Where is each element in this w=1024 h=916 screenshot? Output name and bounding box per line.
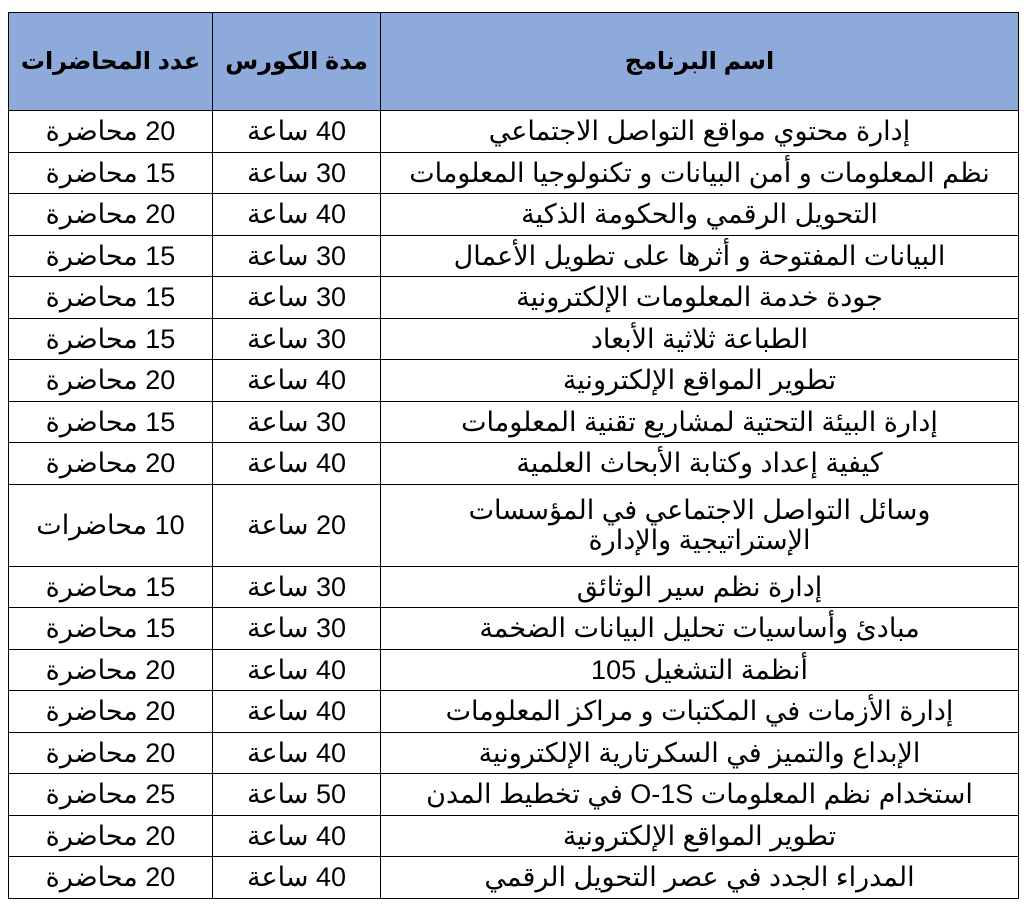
duration-cell: 40 ساعة [213, 691, 381, 733]
program-name-cell: الطباعة ثلاثية الأبعاد [381, 318, 1019, 360]
table-row [9, 815, 1019, 857]
program-name-cell: أنظمة التشغيل 105 [381, 649, 1019, 691]
duration-cell: 40 ساعة [213, 443, 381, 485]
table-row [9, 857, 1019, 899]
lectures-cell: 20 محاضرة [9, 360, 213, 402]
program-name-cell: البيانات المفتوحة و أثرها على تطويل الأعمال [381, 235, 1019, 277]
program-name-cell: استخدام نظم المعلومات O-1S في تخطيط المدن [381, 774, 1019, 816]
table-row [9, 111, 1019, 153]
duration-cell: 30 ساعة [213, 566, 381, 608]
lectures-cell: 10 محاضرات [9, 484, 213, 566]
lectures-cell: 15 محاضرة [9, 401, 213, 443]
header-course-duration: مدة الكورس [213, 13, 381, 111]
table-row [9, 484, 1019, 566]
duration-cell: 40 ساعة [213, 194, 381, 236]
duration-cell: 30 ساعة [213, 608, 381, 650]
program-name-cell: الإبداع والتميز في السكرتارية الإلكترونية [381, 732, 1019, 774]
lectures-cell: 20 محاضرة [9, 732, 213, 774]
lectures-cell: 25 محاضرة [9, 774, 213, 816]
duration-cell: 40 ساعة [213, 732, 381, 774]
table-row [9, 649, 1019, 691]
program-name-cell: إدارة نظم سير الوثائق [381, 566, 1019, 608]
table-row [9, 401, 1019, 443]
duration-cell: 20 ساعة [213, 484, 381, 566]
lectures-cell: 20 محاضرة [9, 443, 213, 485]
lectures-cell: 20 محاضرة [9, 857, 213, 899]
header-program-name: اسم البرنامج [381, 13, 1019, 111]
program-name-cell: إدارة محتوي مواقع التواصل الاجتماعي [381, 111, 1019, 153]
table-row [9, 691, 1019, 733]
program-name-cell: مبادئ وأساسيات تحليل البيانات الضخمة [381, 608, 1019, 650]
duration-cell: 50 ساعة [213, 774, 381, 816]
duration-cell: 40 ساعة [213, 857, 381, 899]
duration-cell: 40 ساعة [213, 649, 381, 691]
program-name-cell: المدراء الجدد في عصر التحويل الرقمي [381, 857, 1019, 899]
program-name-cell: وسائل التواصل الاجتماعي في المؤسسات الإستراتيجية والإدارة [381, 484, 1019, 566]
table-row [9, 608, 1019, 650]
courses-table-container [8, 12, 1018, 899]
table-row [9, 277, 1019, 319]
table-header-row [9, 13, 1019, 111]
lectures-cell: 15 محاضرة [9, 235, 213, 277]
lectures-cell: 15 محاضرة [9, 277, 213, 319]
program-name-cell: إدارة البيئة التحتية لمشاريع تقنية المعلومات [381, 401, 1019, 443]
table-row [9, 732, 1019, 774]
program-name-cell: تطوير المواقع الإلكترونية [381, 360, 1019, 402]
lectures-cell: 20 محاضرة [9, 815, 213, 857]
table-row [9, 360, 1019, 402]
program-name-cell: تطوير المواقع الإلكترونية [381, 815, 1019, 857]
duration-cell: 30 ساعة [213, 152, 381, 194]
lectures-cell: 15 محاضرة [9, 152, 213, 194]
table-row [9, 235, 1019, 277]
lectures-cell: 15 محاضرة [9, 318, 213, 360]
table-row [9, 152, 1019, 194]
lectures-cell: 20 محاضرة [9, 194, 213, 236]
lectures-cell: 15 محاضرة [9, 566, 213, 608]
duration-cell: 40 ساعة [213, 111, 381, 153]
lectures-cell: 20 محاضرة [9, 111, 213, 153]
duration-cell: 30 ساعة [213, 318, 381, 360]
program-name-cell: نظم المعلومات و أمن البيانات و تكنولوجيا المعلومات [381, 152, 1019, 194]
lectures-cell: 20 محاضرة [9, 649, 213, 691]
duration-cell: 30 ساعة [213, 235, 381, 277]
program-name-cell: كيفية إعداد وكتابة الأبحاث العلمية [381, 443, 1019, 485]
duration-cell: 40 ساعة [213, 815, 381, 857]
duration-cell: 30 ساعة [213, 277, 381, 319]
duration-cell: 30 ساعة [213, 401, 381, 443]
table-row [9, 566, 1019, 608]
table-row [9, 443, 1019, 485]
program-name-cell: إدارة الأزمات في المكتبات و مراكز المعلومات [381, 691, 1019, 733]
table-row [9, 194, 1019, 236]
program-name-cell: التحويل الرقمي والحكومة الذكية [381, 194, 1019, 236]
lectures-cell: 20 محاضرة [9, 691, 213, 733]
program-name-cell: جودة خدمة المعلومات الإلكترونية [381, 277, 1019, 319]
duration-cell: 40 ساعة [213, 360, 381, 402]
table-row [9, 318, 1019, 360]
courses-table [8, 12, 1019, 899]
table-row [9, 774, 1019, 816]
lectures-cell: 15 محاضرة [9, 608, 213, 650]
header-lecture-count: عدد المحاضرات [9, 13, 213, 111]
